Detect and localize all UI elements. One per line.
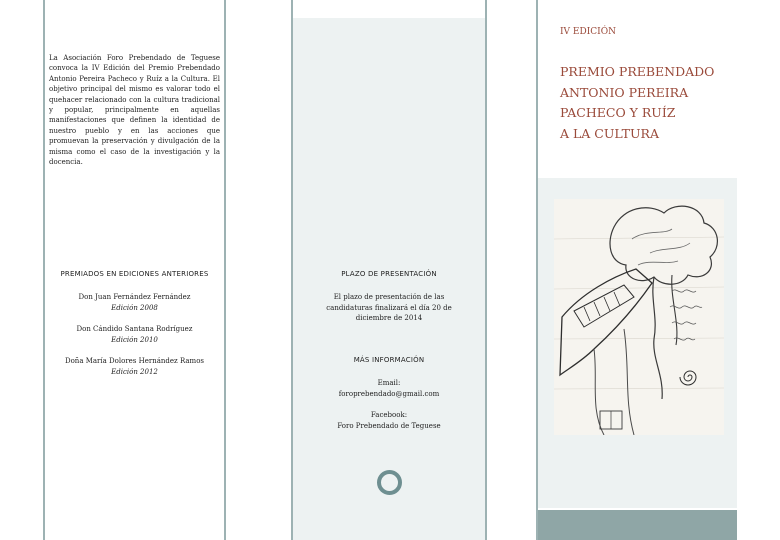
panel-background bbox=[293, 18, 485, 540]
info-title: MÁS INFORMACIÓN bbox=[353, 356, 425, 364]
title-line: A LA CULTURA bbox=[560, 125, 659, 141]
intro-text: La Asociación Foro Prebendado de Teguese convoca la IV Edición del Premio Prebendado Antonio Pereira Pacheco y Ruíz a la Cultura. El objetivo principal del mismo es valorar todo el quehacer relacionado con la cultura tradicional y popular, principalmente en aquellas manifestaciones que definen la identidad de nuestro pueblo y en las acciones que promuevan la preservación y divulgación de la misma como el caso de la investigación y la docencia. bbox=[49, 54, 220, 167]
winner-name: Don Juan Fernández Fernández bbox=[78, 293, 191, 301]
winners-title: PREMIADOS EN EDICIONES ANTERIORES bbox=[60, 270, 209, 278]
bottom-bar bbox=[538, 510, 737, 540]
deadline-text: El plazo de presentación de las candidaturas finalizará el día 20 de diciembre de 2014 bbox=[326, 293, 452, 322]
winner-name: Doña María Dolores Hernández Ramos bbox=[64, 357, 204, 365]
facebook-label: Facebook: bbox=[370, 411, 408, 419]
sketch-illustration bbox=[554, 199, 724, 435]
winner-entry bbox=[45, 356, 224, 377]
sketch-drawing bbox=[554, 199, 724, 435]
left-panel bbox=[43, 0, 226, 540]
email-label: Email: bbox=[377, 379, 401, 387]
cover-panel bbox=[536, 0, 737, 540]
deadline-title: PLAZO DE PRESENTACIÓN bbox=[341, 270, 437, 278]
middle-panel bbox=[291, 0, 487, 540]
edition-label: IV EDICIÓN bbox=[560, 27, 616, 37]
winner-entry bbox=[45, 324, 224, 345]
title-line: PACHECO Y RUÍZ bbox=[560, 105, 676, 120]
email-link[interactable]: foroprebendado@gmail.com bbox=[338, 389, 440, 398]
facebook-block bbox=[293, 410, 485, 431]
winner-edition: Edición 2008 bbox=[111, 303, 158, 312]
title-line: ANTONIO PEREIRA bbox=[560, 84, 689, 100]
winner-name: Don Cándido Santana Rodríguez bbox=[76, 325, 193, 333]
winner-entry bbox=[45, 292, 224, 313]
ring-icon bbox=[377, 470, 402, 495]
facebook-link[interactable]: Foro Prebendado de Teguese bbox=[337, 421, 441, 430]
email-block bbox=[293, 378, 485, 399]
title-line: PREMIO PREBENDADO bbox=[560, 64, 715, 79]
winner-edition: Edición 2010 bbox=[111, 335, 158, 344]
award-title bbox=[560, 62, 730, 144]
winner-edition: Edición 2012 bbox=[111, 367, 158, 376]
